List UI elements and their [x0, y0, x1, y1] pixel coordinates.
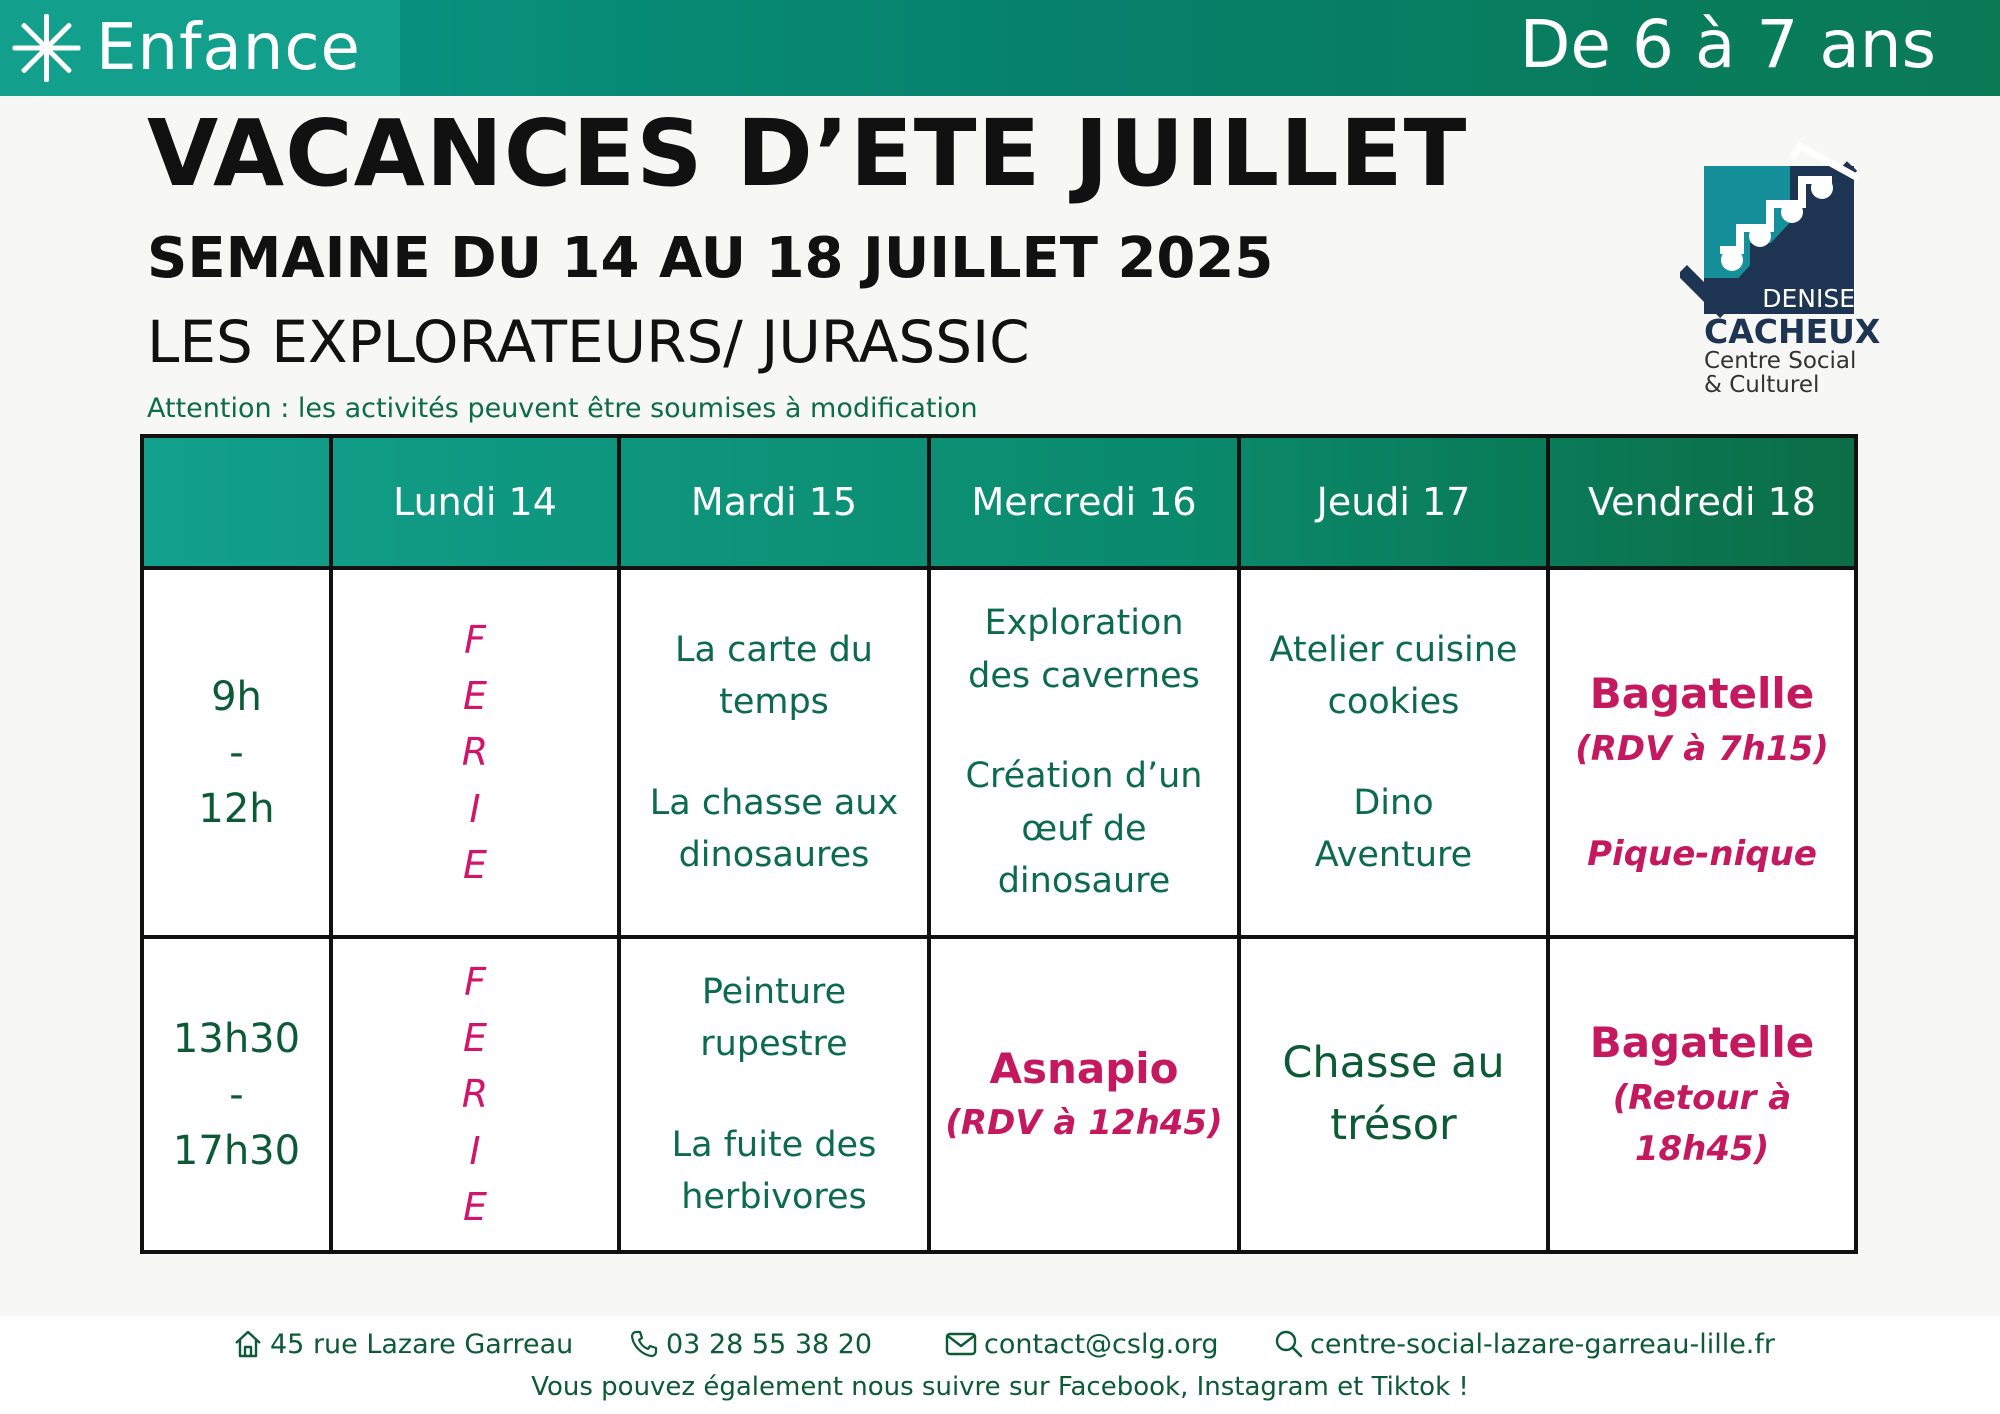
day-friday: Vendredi 18 [1588, 480, 1816, 524]
afternoon-thursday-cell [1241, 939, 1546, 1250]
day-tuesday: Mardi 15 [690, 480, 858, 524]
category-tag [0, 0, 400, 96]
email-text[interactable]: contact@cslg.org [984, 1328, 1219, 1360]
morning-time-cell [144, 570, 329, 935]
outing-note: (RDV à 7h15) [1575, 728, 1829, 769]
ferie-letter: F [464, 959, 486, 1004]
time-start: 9h [211, 673, 262, 720]
activity-line: rupestre [700, 1024, 848, 1064]
time-dash: - [229, 729, 244, 776]
ferie-letter: E [462, 1184, 487, 1229]
time-dash: - [229, 1071, 244, 1118]
afternoon-monday-cell [333, 939, 617, 1250]
morning-friday-cell [1550, 570, 1854, 935]
theme-subtitle: LES EXPLORATEURS/ JURASSIC [147, 308, 1030, 376]
logo-text-denise: DENISE [1762, 284, 1855, 313]
activity-line: La fuite des [671, 1124, 877, 1165]
ferie-letter: E [462, 842, 487, 887]
ferie-letter: I [469, 786, 481, 831]
website-text[interactable]: centre-social-lazare-garreau-lille.fr [1310, 1328, 1775, 1360]
ferie-letter: F [464, 617, 486, 662]
outing-note: (RDV à 12h45) [945, 1103, 1223, 1144]
table-header-cell [1241, 438, 1546, 566]
activity-line: Dino [1353, 782, 1434, 823]
logo-text-culturel: & Culturel [1704, 372, 1820, 398]
mail-icon [944, 1328, 978, 1360]
activity-line: Exploration [984, 603, 1184, 644]
afternoon-time-cell [144, 939, 329, 1250]
activity-line: Chasse au [1282, 1038, 1505, 1089]
address-item [232, 1328, 573, 1360]
website-item[interactable] [1274, 1328, 1775, 1360]
ferie-letter: I [469, 1128, 481, 1173]
time-end: 12h [198, 785, 275, 832]
day-monday: Lundi 14 [393, 480, 557, 524]
table-header-cell [1550, 438, 1854, 566]
logo-text-cacheux: CACHEUX [1704, 312, 1881, 351]
time-start: 13h30 [172, 1015, 301, 1062]
picnic-label: Pique-nique [1587, 833, 1817, 874]
activity-line: cookies [1327, 682, 1460, 722]
notice-text: Attention : les activités peuvent être soumises à modification [147, 393, 978, 424]
activity-line: Atelier cuisine [1269, 629, 1518, 670]
address-text: 45 rue Lazare Garreau [270, 1328, 574, 1360]
asterisk-icon [10, 12, 82, 84]
activity-line: des cavernes [968, 655, 1200, 696]
ferie-letter: R [461, 730, 489, 775]
home-icon [232, 1328, 264, 1360]
social-note: Vous pouvez également nous suivre sur Facebook, Instagram et Tiktok ! [531, 1372, 1469, 1402]
outing-title: Bagatelle [1589, 669, 1815, 719]
ferie-letter: E [462, 674, 487, 719]
table-header-cell [931, 438, 1237, 566]
activity-line: La carte du [675, 629, 873, 670]
top-banner [0, 0, 2000, 96]
schedule-table [140, 434, 1858, 1254]
phone-text[interactable]: 03 28 55 38 20 [666, 1328, 873, 1360]
search-icon [1274, 1328, 1304, 1360]
outing-title: Asnapio [989, 1043, 1179, 1093]
activity-line: dinosaures [678, 835, 870, 875]
afternoon-wednesday-cell [931, 939, 1237, 1250]
morning-monday-cell [333, 570, 617, 935]
contact-row [0, 1328, 2000, 1372]
activity-line: La chasse aux [649, 782, 899, 823]
activity-line: trésor [1330, 1099, 1457, 1150]
time-end: 17h30 [172, 1127, 301, 1174]
footer [0, 1316, 2000, 1414]
morning-tuesday-cell [621, 570, 927, 935]
activity-line: œuf de [1021, 808, 1147, 849]
category-label: Enfance [96, 11, 361, 85]
phone-icon [628, 1328, 660, 1360]
morning-wednesday-cell [931, 570, 1237, 935]
table-header-cell [333, 438, 617, 566]
activity-line: Création d’un [965, 756, 1203, 797]
ferie-letter: E [462, 1016, 487, 1061]
email-item[interactable] [944, 1328, 1218, 1360]
outing-title: Bagatelle [1589, 1018, 1815, 1068]
outing-note: (Retour à [1612, 1077, 1792, 1118]
day-thursday: Jeudi 17 [1316, 480, 1471, 524]
activity-line: Aventure [1314, 835, 1473, 875]
afternoon-tuesday-cell [621, 939, 927, 1250]
morning-thursday-cell [1241, 570, 1546, 935]
ferie-letter: R [461, 1072, 489, 1117]
phone-item[interactable] [628, 1328, 872, 1360]
activity-line: herbivores [681, 1177, 867, 1217]
logo-text-centre: Centre Social [1704, 348, 1857, 374]
age-range: De 6 à 7 ans [1519, 6, 1936, 83]
activity-line: temps [719, 682, 829, 722]
centre-logo [1680, 138, 1881, 398]
activity-line: dinosaure [997, 861, 1171, 902]
table-header-cell [621, 438, 927, 566]
activity-line: Peinture [701, 971, 847, 1012]
day-wednesday: Mercredi 16 [971, 480, 1197, 524]
page-title: VACANCES D’ETE JUILLET [147, 100, 1468, 207]
afternoon-friday-cell [1550, 939, 1854, 1250]
outing-note: 18h45) [1634, 1128, 1770, 1169]
week-subtitle: SEMAINE DU 14 AU 18 JUILLET 2025 [147, 226, 1274, 291]
